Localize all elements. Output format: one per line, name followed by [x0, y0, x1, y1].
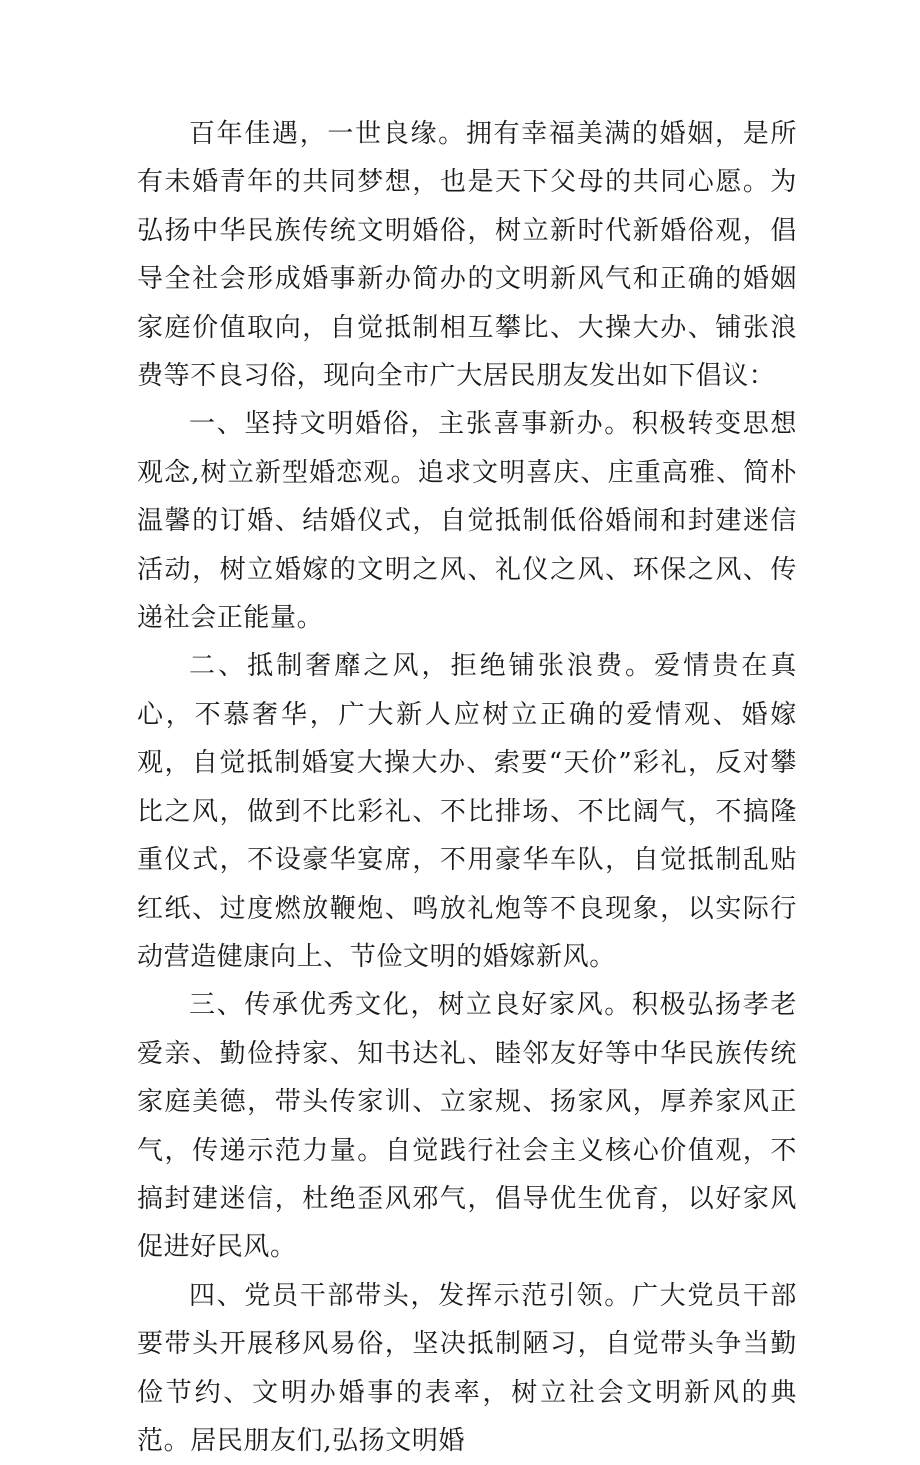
paragraph-intro: 百年佳遇，一世良缘。拥有幸福美满的婚姻，是所有未婚青年的共同梦想，也是天下父母的共同心愿。为弘扬中华民族传统文明婚俗，树立新时代新婚俗观，倡导全社会形成婚事新办简办的文明新风气和正确的婚姻家庭价值取向，自觉抵制相互攀比、大操大办、铺张浪费等不良习俗，现向全市广大居民朋友发出如下倡议：: [137, 119, 797, 392]
paragraph-proposal-three: 三、传承优秀文化，树立良好家风。积极弘扬孝老爱亲、勤俭持家、知书达礼、睦邻友好等中华民族传统家庭美德，带头传家训、立家规、扬家风，厚养家风正气，传递示范力量。自觉践行社会主义核心价值观，不搞封建迷信，杜绝歪风邪气，倡导优生优育，以好家风促进好民风。: [137, 990, 797, 1263]
paragraph-proposal-two: 二、抵制奢靡之风，拒绝铺张浪费。爱情贵在真心，不慕奢华，广大新人应树立正确的爱情观、婚嫁观，自觉抵制婚宴大操大办、索要“天价”彩礼，反对攀比之风，做到不比彩礼、不比排场、不比阔气，不搞隆重仪式，不设豪华宴席，不用豪华车队，自觉抵制乱贴红纸、过度燃放鞭炮、鸣放礼炮等不良现象，以实际行动营造健康向上、节俭文明的婚嫁新风。: [137, 651, 797, 972]
document-body: [137, 110, 797, 1465]
paragraph-proposal-four: 四、党员干部带头，发挥示范引领。广大党员干部要带头开展移风易俗，坚决抵制陋习，自觉带头争当勤俭节约、文明办婚事的表率，树立社会文明新风的典范。居民朋友们,弘扬文明婚: [137, 1280, 797, 1456]
paragraph-proposal-one: 一、坚持文明婚俗，主张喜事新办。积极转变思想观念,树立新型婚恋观。追求文明喜庆、庄重高雅、简朴温馨的订婚、结婚仪式，自觉抵制低俗婚闹和封建迷信活动，树立婚嫁的文明之风、礼仪之风、环保之风、传递社会正能量。: [137, 409, 797, 634]
